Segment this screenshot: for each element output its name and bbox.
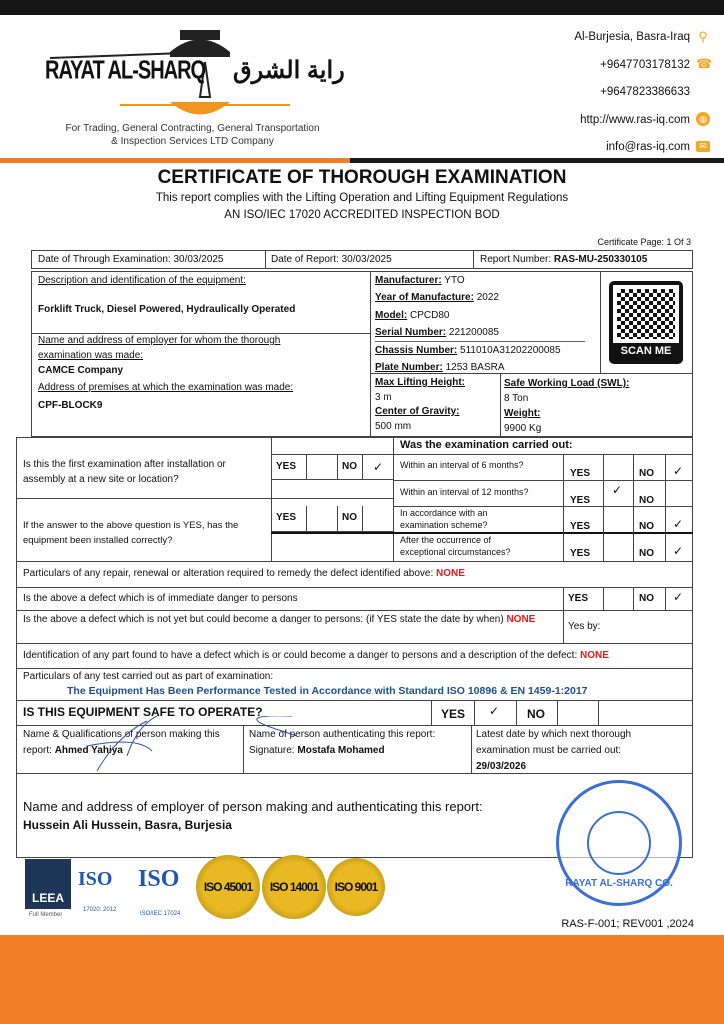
iso-9001-badge: ISO 9001	[327, 858, 385, 916]
iso-17024-logo: ISO	[138, 866, 180, 892]
globe-icon: ◍	[696, 112, 710, 126]
identification-label: Identification of any part found to have a defect which is or could become a danger to persons and a description of the defect:	[23, 650, 581, 661]
swl-label: Safe Working Load (SWL):	[504, 378, 630, 389]
no-label: NO	[639, 468, 654, 479]
company-name-ar: راية الشرق	[233, 57, 345, 84]
immediate-no-check[interactable]: ✓	[673, 590, 684, 604]
lifting-specs	[375, 376, 465, 434]
cog-value: 500 mm	[375, 420, 412, 432]
equipment-box	[31, 271, 693, 437]
tests-row	[16, 668, 693, 701]
signature-icon	[77, 716, 297, 776]
form-code: RAS-F-001; REV001 ,2024	[561, 918, 694, 930]
mail-icon: ✉	[696, 141, 710, 152]
exceptional-no-check[interactable]: ✓	[673, 543, 684, 558]
examination-table	[16, 437, 693, 562]
next-label: Latest date by which next thorough examination must be carried out:	[476, 729, 632, 756]
qr-icon	[613, 285, 679, 343]
scan-me-label: SCAN ME	[620, 345, 672, 357]
phone-text: +9647703178132	[600, 58, 690, 71]
employer-label: Name and address of employer for whom the thorough examination was made:	[38, 335, 281, 361]
no-checkbox[interactable]: ✓	[372, 460, 384, 474]
potential-danger-row	[16, 610, 693, 644]
identification-value: NONE	[580, 650, 609, 661]
tagline	[30, 122, 355, 148]
yes-label: YES	[441, 707, 466, 721]
iso-45001-badge: ISO 45001	[196, 855, 260, 919]
yes-col	[570, 461, 590, 567]
interval-12-yes-check[interactable]: ✓	[612, 483, 623, 497]
safe-question: IS THIS EQUIPMENT SAFE TO OPERATE?	[23, 705, 263, 719]
leea-sub: Full Member	[29, 912, 63, 918]
question-first-exam: Is this the first examination after installation or assembly at a new site or location?	[23, 459, 226, 485]
company-logo	[40, 22, 350, 117]
interval-6-no-check[interactable]: ✓	[673, 464, 684, 478]
no-col	[639, 461, 654, 567]
plate: Plate Number: 1253 BASRA	[375, 362, 505, 374]
company-stamp	[556, 780, 682, 906]
tagline-line1: For Trading, General Contracting, General Transportation	[65, 123, 320, 134]
repair-value: NONE	[436, 568, 465, 579]
website-link[interactable]: http://www.ras-iq.com	[580, 113, 690, 126]
no-checkbox[interactable]	[363, 506, 393, 531]
manufacturer: Manufacturer: YTO	[375, 275, 465, 286]
immediate-danger-row	[16, 587, 693, 611]
yes-label: YES	[570, 494, 591, 506]
cog-label: Center of Gravity:	[375, 406, 460, 417]
iso-14001-badge: ISO 14001	[262, 855, 326, 919]
identification-row	[16, 643, 693, 669]
iso-17020-logo: ISO	[78, 868, 113, 890]
contact-phone2	[574, 79, 710, 107]
potential-value: NONE	[506, 614, 536, 625]
immediate-label: Is the above a defect which is of immediate danger to persons	[23, 593, 298, 604]
no-label: NO	[639, 494, 654, 506]
yes-label: YES	[570, 547, 591, 559]
repair-label: Particulars of any repair, renewal or alteration required to remedy the defect identified above:	[23, 568, 437, 579]
next-exam	[476, 727, 686, 775]
yes-label: YES	[570, 521, 591, 532]
equipment-specs	[375, 272, 585, 377]
swl-value: 8 Ton	[504, 393, 529, 404]
people-row	[16, 725, 693, 774]
tests-value: The Equipment Has Been Performance Tested in Accordance with Standard ISO 10896 & EN 1459-1:2017	[67, 685, 588, 697]
scheme-no-check[interactable]: ✓	[673, 517, 684, 531]
no-label: NO	[338, 506, 363, 531]
no-label: NO	[338, 455, 363, 479]
exceptional: After the occurrence of exceptional circumstances?	[400, 535, 511, 557]
exam-date: Date of Through Examination: 30/03/2025	[38, 254, 224, 265]
top-bar	[0, 0, 724, 15]
stamp-text: RAYAT AL-SHARQ CO.	[565, 878, 673, 889]
contact-phone1	[574, 52, 713, 80]
stamp-inner-icon	[587, 811, 651, 875]
no-label: NO	[639, 547, 654, 559]
tests-label: Particulars of any test carried out as part of examination:	[23, 671, 274, 682]
address-text: Al-Burjesia, Basra-Iraq	[574, 31, 690, 43]
iso-17024-sub: ISO/IEC 17024	[140, 911, 181, 917]
year: Year of Manufacture: 2022	[375, 292, 499, 304]
employer-value: CAMCE Company	[38, 365, 124, 376]
premises-value: CPF-BLOCK9	[38, 400, 103, 411]
phone-text: +9647823386633	[600, 86, 690, 98]
signature-label: Signature:	[249, 745, 298, 756]
installed-answers	[271, 506, 393, 532]
yes-by-label: Yes by:	[568, 621, 601, 632]
report-date: Date of Report: 30/03/2025	[271, 254, 392, 265]
company-name-en: RAYAT AL-SHARQ	[45, 56, 206, 86]
height-value: 3 m	[375, 391, 392, 403]
model: Model: CPCD80	[375, 309, 450, 321]
yes-label: YES	[271, 506, 307, 531]
qr-code[interactable]	[609, 281, 683, 364]
equipment-description: Forklift Truck, Diesel Powered, Hydraulically Operated	[38, 304, 296, 315]
load-specs	[504, 376, 629, 436]
employer-name: Hussein Ali Hussein, Basra, Burjesia	[23, 818, 232, 832]
serial: Serial Number: 221200085	[375, 324, 585, 342]
premises-label: Address of premises at which the examination was made:	[38, 382, 294, 393]
maker-label: Name & Qualifications of person making this report:	[23, 729, 220, 756]
exam-scheme: In accordance with an examination scheme?	[400, 508, 488, 530]
page-title: CERTIFICATE OF THOROUGH EXAMINATION	[157, 167, 567, 188]
tagline-line2: & Inspection Services LTD Company	[111, 136, 274, 147]
footer-bar	[0, 935, 724, 1024]
contact-address	[574, 24, 710, 52]
report-number	[480, 251, 647, 268]
certificate-page: Certificate Page: 1 Of 3	[597, 237, 691, 247]
divider-orange	[0, 158, 350, 163]
contacts	[574, 24, 713, 162]
interval-12: Within an interval of 12 months?	[400, 487, 529, 497]
auth-label: Name of person authenticating this report:	[249, 729, 436, 740]
subtitle: This report complies with the Lifting Operation and Lifting Equipment Regulations	[155, 192, 569, 204]
divider-black	[350, 158, 724, 163]
phone-icon: ☎	[696, 56, 713, 72]
no-label: NO	[639, 593, 654, 604]
weight-label: Weight:	[504, 408, 541, 419]
yes-checkbox[interactable]	[307, 455, 338, 479]
auth-name: Mostafa Mohamed	[297, 745, 385, 756]
no-checks[interactable]	[673, 458, 683, 564]
first-exam-answers	[271, 454, 393, 480]
iso-17020-sub: 17020: 2012	[83, 907, 117, 913]
yes-label: YES	[570, 468, 591, 479]
next-date: 29/03/2026	[476, 761, 527, 772]
dates-row	[31, 250, 693, 269]
interval-6: Within an interval of 6 months?	[400, 460, 524, 470]
report-number-label: Report Number:	[480, 254, 554, 265]
yes-checkbox[interactable]	[307, 506, 338, 531]
yes-label: YES	[568, 593, 589, 604]
email-link[interactable]: info@ras-iq.com	[606, 141, 690, 153]
maker-name: Ahmed Yahiya	[54, 745, 123, 756]
employer-label: Name and address of employer of person making and authenticating this report:	[23, 799, 483, 814]
accreditation: AN ISO/IEC 17020 ACCREDITED INSPECTION BOD	[224, 209, 500, 221]
chassis: Chassis Number: 511010A31202200085	[375, 345, 561, 357]
carried-out-title: Was the examination carried out:	[400, 439, 573, 451]
location-icon: ⚲	[698, 28, 708, 44]
safe-yes-check[interactable]: ✓	[489, 704, 500, 718]
potential-label: Is the above a defect which is not yet but could become a danger to persons: (if YES state the date by when) NONE	[23, 614, 536, 625]
height-label: Max Lifting Height:	[375, 377, 465, 388]
question-installed: If the answer to the above question is YES, has the equipment been installed correctly?	[23, 520, 239, 546]
yes-label: YES	[271, 455, 307, 479]
repair-row	[16, 561, 693, 588]
report-number-value: RAS-MU-250330105	[553, 254, 648, 265]
desc-label: Description and identification of the equipment:	[38, 275, 246, 286]
no-label: NO	[527, 707, 545, 721]
leea-logo: LEEA	[25, 859, 71, 909]
weight-value: 9900 Kg	[504, 423, 542, 434]
contact-website[interactable]	[574, 107, 710, 135]
no-label: NO	[639, 521, 654, 532]
